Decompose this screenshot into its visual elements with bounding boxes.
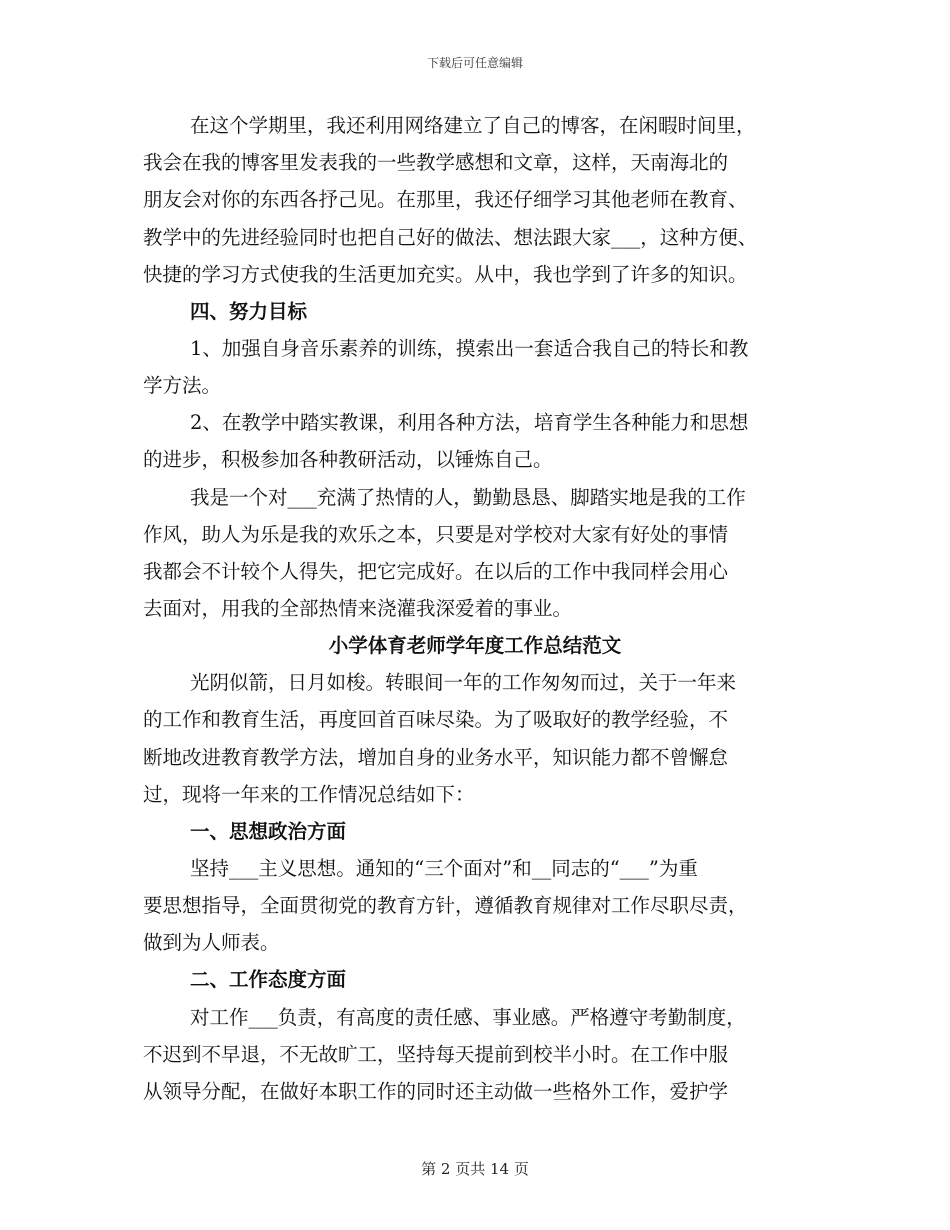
paragraph-line: 作风，助人为乐是我的欢乐之本，只要是对学校对大家有好处的事情 [143, 523, 729, 546]
page-header: 下载后可任意编辑 [426, 56, 523, 70]
paragraph-line: 学方法。 [143, 374, 222, 397]
section-heading: 四、努力目标 [190, 300, 308, 323]
paragraph-line: 1、加强自身音乐素养的训练，摸索出一套适合我自己的特长和教 [190, 337, 749, 360]
paragraph-line: 断地改进教育教学方法，增加自身的业务水平，知识能力都不曾懈怠 [143, 746, 729, 769]
paragraph-line: 我都会不计较个人得失，把它完成好。在以后的工作中我同样会用心 [143, 560, 729, 583]
section-heading: 二、工作态度方面 [190, 968, 347, 991]
page-number-footer: 第 2 页共 14 页 [421, 1160, 529, 1178]
paragraph-line: 我是一个对___充满了热情的人，勤勤恳恳、脚踏实地是我的工作 [190, 486, 746, 509]
document-title: 小学体育老师学年度工作总结范文 [328, 634, 622, 657]
paragraph-line: 教学中的先进经验同时也把自己好的做法、想法跟大家___，这种方便、 [143, 226, 758, 249]
paragraph-line: 光阴似箭，日月如梭。转眼间一年的工作匆匆而过，关于一年来 [190, 671, 737, 694]
paragraph-line: 过，现将一年来的工作情况总结如下： [143, 783, 475, 806]
paragraph-line: 在这个学期里，我还利用网络建立了自己的博客，在闲暇时间里， [190, 114, 756, 137]
paragraph-line: 做到为人师表。 [143, 931, 280, 954]
paragraph-line: 不迟到不早退，不无故旷工，坚持每天提前到校半小时。在工作中服 [143, 1043, 729, 1066]
paragraph-line: 从领导分配，在做好本职工作的同时还主动做一些格外工作，爱护学 [143, 1080, 729, 1103]
paragraph-line: 的进步，积极参加各种教研活动，以锤炼自己。 [143, 448, 553, 471]
paragraph-line: 的工作和教育生活，再度回首百味尽染。为了吸取好的教学经验，不 [143, 708, 729, 731]
paragraph-line: 朋友会对你的东西各抒己见。在那里，我还仔细学习其他老师在教育、 [143, 188, 748, 211]
paragraph-line: 快捷的学习方式使我的生活更加充实。从中，我也学到了许多的知识。 [143, 263, 748, 286]
section-heading: 一、思想政治方面 [190, 820, 347, 843]
paragraph-line: 去面对，用我的全部热情来浇灌我深爱着的事业。 [143, 597, 573, 620]
paragraph-line: 要思想指导，全面贯彻党的教育方针，遵循教育规律对工作尽职尽责， [143, 894, 748, 917]
paragraph-line: 坚持___主义思想。通知的“三个面对”和__同志的“___”为重 [190, 857, 698, 880]
paragraph-line: 2、在教学中踏实教课，利用各种方法，培育学生各种能力和思想 [190, 411, 749, 434]
paragraph-line: 我会在我的博客里发表我的一些教学感想和文章，这样，天南海北的 [143, 151, 729, 174]
paragraph-line: 对工作___负责，有高度的责任感、事业感。严格遵守考勤制度， [190, 1006, 746, 1029]
